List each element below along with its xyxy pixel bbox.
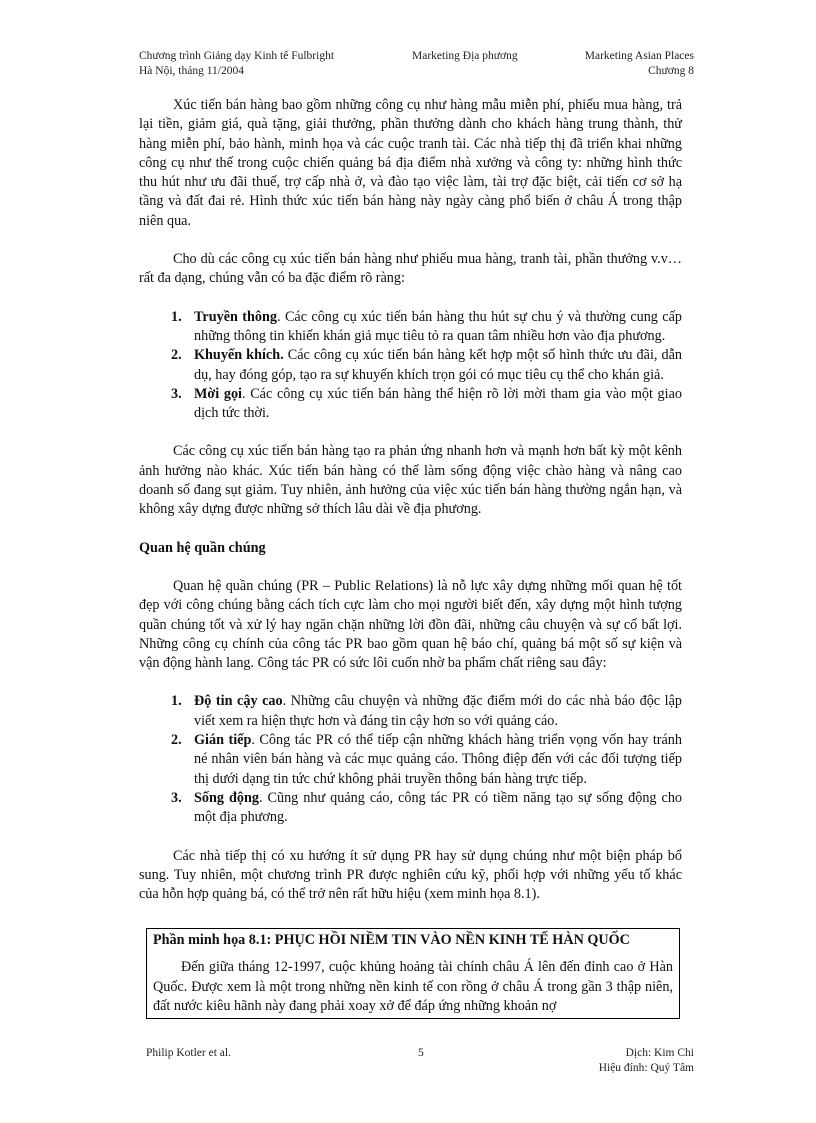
list-number: 1.	[171, 693, 182, 710]
header-date: Hà Nội, tháng 11/2004	[139, 65, 244, 77]
list-term: Mời gọi	[194, 385, 242, 402]
exhibit-text: Đến giữa tháng 12-1997, cuộc khủng hoảng tài chính châu Á lên đến đỉnh cao ở Hàn Quốc. Được xem là một trong những nền kinh tế con rồng ở châu Á trong gần 3 thập niên, đất nước kiêu hãnh này đang phải xoay xở để đáp ứng những khoản nợ	[153, 959, 673, 1014]
header-left	[139, 49, 334, 79]
footer-editor: Hiệu đính: Quý Tâm	[598, 1062, 694, 1074]
list-item	[139, 731, 682, 789]
page-number: 5	[418, 1047, 424, 1059]
paragraph-sales-promotion: Xúc tiến bán hàng bao gồm những công cụ như hàng mẫu miễn phí, phiếu mua hàng, trả lại tiền, giảm giá, quà tặng, giải thưởng, phần thưởng dành cho khách hàng trung thành, thử hàng miễn phí, bảo hành, minh họa và các cuộc tranh tài. Các nhà tiếp thị đã triển khai những công cụ như thế trong cuộc chiến quảng bá địa điểm nhà xưởng và công ty: những hình thức thu hút như ưu đãi thuế, trợ cấp nhà ở, và đào tạo việc làm, tài trợ đặc biệt, cải tiến cơ sở hạ tầng và đất đai rẻ. Hình thức xúc tiến bán hàng này ngày càng phổ biến ở châu Á trong thập niên qua.	[139, 97, 682, 229]
page-body	[139, 96, 682, 923]
exhibit-title: Phần minh họa 8.1: PHỤC HỒI NIỀM TIN VÀO NỀN KINH TẾ HÀN QUỐC	[153, 932, 630, 948]
header-center: Marketing Địa phương	[412, 50, 518, 62]
list-number: 3.	[171, 385, 182, 402]
list-number: 1.	[171, 308, 182, 325]
header-chapter: Chương 8	[648, 65, 694, 77]
list-promotion-features	[139, 308, 682, 424]
list-term: Độ tin cậy cao	[194, 693, 283, 710]
header-book-title: Marketing Asian Places	[584, 50, 694, 62]
list-number: 2.	[171, 347, 182, 364]
list-term: Gián tiếp	[194, 732, 252, 749]
footer-translator: Dịch: Kim Chi	[625, 1047, 694, 1059]
list-term: Sống động	[194, 789, 259, 806]
paragraph-promotion-effects: Các công cụ xúc tiến bán hàng tạo ra phản ứng nhanh hơn và mạnh hơn bất kỳ một kênh ảnh hưởng nào khác. Xúc tiến bán hàng có thể làm sống động việc chào hàng và nâng cao doanh số đang sụt giảm. Tuy nhiên, ảnh hưởng của việc xúc tiến bán hàng thường ngắn hạn, và không xây dựng được những sở thích lâu dài về địa phương.	[139, 443, 682, 518]
list-item	[139, 385, 682, 424]
list-text: Các công cụ xúc tiến bán hàng kết hợp một số hình thức ưu đãi, dẫn dụ, hay đóng góp, tạo ra sự khuyến khích trọn gói có mục tiêu cụ thể cho khán giả.	[194, 347, 683, 383]
list-term: Khuyến khích.	[194, 347, 284, 364]
list-item	[139, 789, 682, 828]
list-text: . Các công cụ xúc tiến bán hàng thu hút sự chu ý và thường cung cấp những thông tin khiến khán giả mục tiêu tỏ ra quan tâm nhiều hơn vào địa phương.	[194, 308, 682, 344]
list-text: . Các công cụ xúc tiến bán hàng thể hiện rõ lời mời tham gia vào một giao dịch tức thời.	[194, 385, 682, 422]
footer-credits	[540, 1046, 694, 1076]
list-number: 2.	[171, 732, 182, 749]
paragraph-public-relations: Quan hệ quần chúng (PR – Public Relations) là nỗ lực xây dựng những mối quan hệ tốt đẹp với công chúng bằng cách tích cực làm cho mọi người biết đến, xây dựng một hình tượng quần chúng tốt và xử lý hay ngăn chặn những lời đồn đãi, những câu chuyện và sự cố bất lợi. Những công cụ chính của công tác PR bao gồm quan hệ báo chí, quảng bá một số sự kiện và vận động hành lang. Công tác PR có sức lôi cuốn nhờ ba phẩm chất riêng sau đây:	[139, 577, 682, 672]
list-item	[139, 308, 682, 347]
list-term: Truyền thông	[194, 308, 277, 325]
list-text: . Những câu chuyện và những đặc điểm mới do các nhà báo độc lập viết xem ra hiện thực hơn và đáng tin cậy hơn so với quảng cáo.	[194, 693, 682, 729]
header-program: Chương trình Giảng dạy Kinh tế Fulbright	[139, 50, 335, 62]
paragraph-promotion-tools: Cho dù các công cụ xúc tiến bán hàng như phiếu mua hàng, tranh tài, phần thưởng v.v… rất đa dạng, chúng vẫn có ba đặc điểm rõ ràng:	[139, 251, 682, 287]
list-number: 3.	[171, 789, 182, 806]
section-heading-public-relations: Quan hệ quần chúng	[139, 539, 266, 556]
header-right	[560, 49, 694, 79]
paragraph-pr-usage: Các nhà tiếp thị có xu hướng ít sử dụng PR hay sử dụng chúng như một biện pháp bổ sung. Tuy nhiên, một chương trình PR được nghiên cứu kỹ, phối hợp với những yếu tố khác của hỗn hợp quảng bá, có thể trở nên rất hữu hiệu (xem minh họa 8.1).	[139, 847, 682, 903]
list-text: . Cũng như quảng cáo, công tác PR có tiềm năng tạo sự sống động cho một địa phương.	[194, 789, 683, 826]
list-text: . Công tác PR có thể tiếp cận những khách hàng triển vọng vốn hay tránh né nhân viên bán hàng và các mục quảng cáo. Thông điệp đến với các đối tượng tiếp thị dưới dạng tin tức chứ không phải truyền thông bán hàng trực tiếp.	[194, 732, 682, 787]
footer-authors: Philip Kotler et al.	[146, 1047, 231, 1059]
list-item	[139, 346, 682, 385]
exhibit-box	[146, 928, 680, 1019]
list-item	[139, 692, 682, 731]
list-pr-qualities	[139, 692, 682, 827]
